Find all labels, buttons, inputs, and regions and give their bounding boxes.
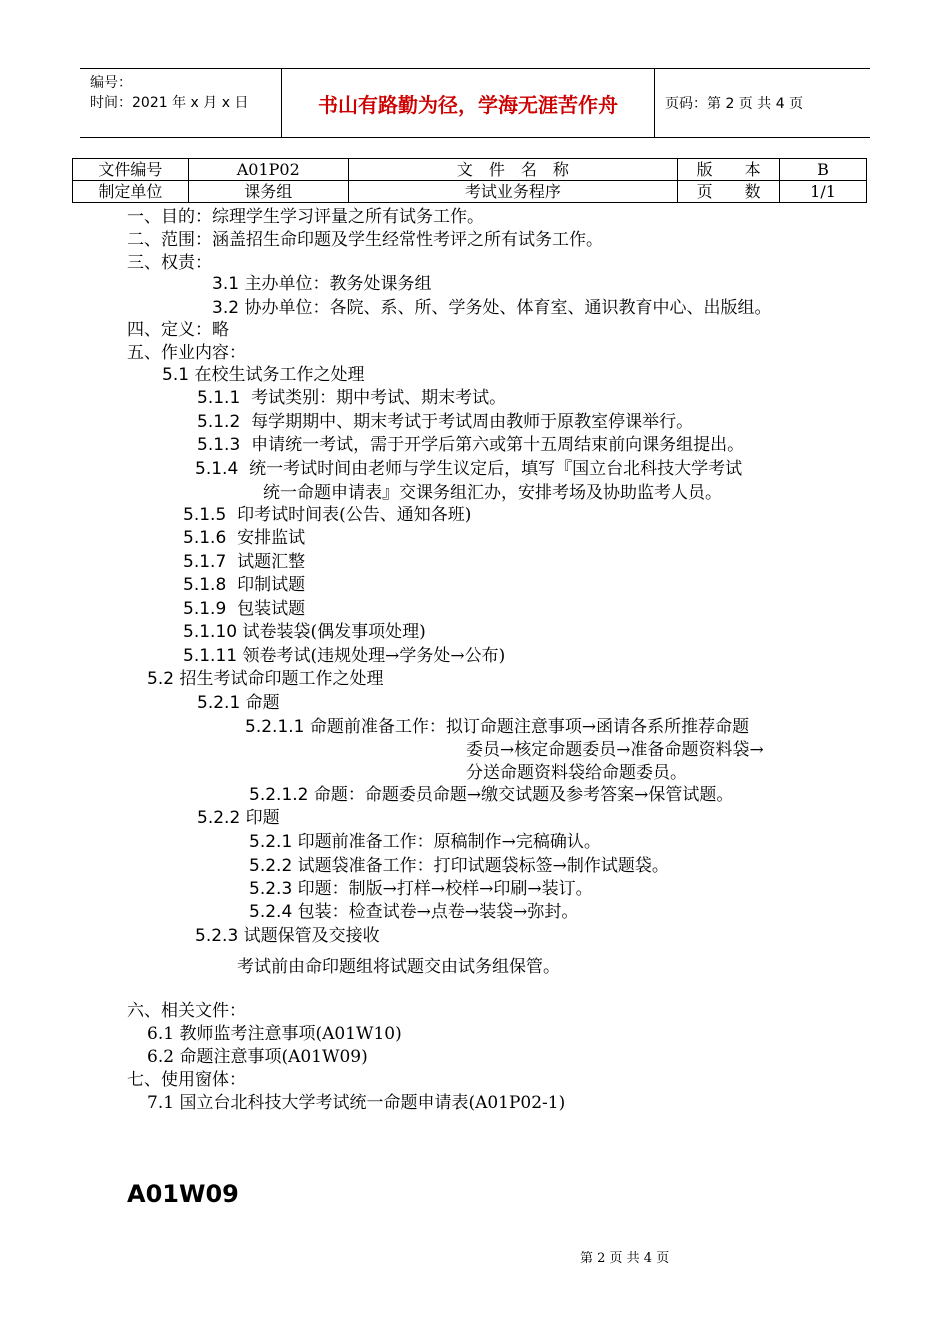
list-item: 5.1.11 领卷考试(违规处理→学务处→公布)	[183, 646, 506, 666]
list-item: 5.1.6 安排监试	[183, 528, 306, 548]
table-cell: 制定单位	[73, 181, 189, 203]
table-cell: 文件编号	[73, 159, 189, 181]
table-cell: 考试业务程序	[348, 181, 678, 203]
section-definition: 四、定义：略	[127, 320, 229, 340]
list-item: 5.1.10 试卷装袋(偶发事项处理)	[183, 622, 426, 642]
table-cell: 页 数	[678, 181, 780, 203]
section-forms: 七、使用窗体：	[127, 1070, 246, 1090]
header-meta	[80, 69, 282, 137]
list-item: 5.2.3 印题：制版→打样→校样→印刷→装订。	[249, 879, 593, 899]
table-cell: A01P02	[188, 159, 348, 181]
section-operations: 五、作业内容：	[127, 343, 246, 363]
header-id: 编号：	[90, 75, 132, 91]
list-item-continuation: 统一命题申请表』交课务组汇办，安排考场及协助监考人员。	[263, 483, 722, 503]
list-item: 5.1.2 每学期期中、期末考试于考试周由教师于原教室停课举行。	[197, 412, 694, 432]
list-item: 5.2 招生考试命印题工作之处理	[147, 669, 384, 689]
table-cell: 课务组	[188, 181, 348, 203]
table-cell: 1/1	[780, 181, 867, 203]
page-footer: 第 2 页 共 4 页	[580, 1251, 670, 1266]
list-item: 5.1.8 印制试题	[183, 575, 306, 595]
list-item: 5.2.4 包装：检查试卷→点卷→装袋→弥封。	[249, 902, 579, 922]
paragraph: 考试前由命印题组将试题交由试务组保管。	[237, 957, 560, 977]
header-page-info: 页码：第 2 页 共 4 页	[665, 96, 804, 112]
document-info-table	[72, 158, 867, 203]
list-item: 5.1.9 包装试题	[183, 599, 306, 619]
list-item: 5.1.5 印考试时间表(公告、通知各班)	[183, 505, 472, 525]
list-item: 5.1.4 统一考试时间由老师与学生议定后，填写『国立台北科技大学考试	[195, 459, 743, 479]
list-item: 7.1 国立台北科技大学考试统一命题申请表(A01P02-1)	[147, 1093, 566, 1113]
table-cell: B	[780, 159, 867, 181]
list-item: 5.2.1 命题	[197, 693, 280, 713]
section-scope: 二、范围：涵盖招生命印题及学生经常性考评之所有试务工作。	[127, 230, 603, 250]
list-item: 5.2.1.1 命题前准备工作：拟订命题注意事项→函请各系所推荐命题	[245, 717, 750, 737]
list-item-continuation: 委员→核定命题委员→准备命题资料袋→	[466, 740, 764, 760]
list-item: 5.1.3 申请统一考试，需于开学后第六或第十五周结束前向课务组提出。	[197, 435, 745, 455]
list-item: 5.1 在校生试务工作之处理	[162, 365, 365, 385]
table-cell: 文 件 名 称	[348, 159, 678, 181]
document-code-title: A01W09	[127, 1180, 239, 1208]
table-row	[73, 159, 867, 181]
list-item-continuation: 分送命题资料袋给命题委员。	[466, 763, 687, 783]
section-authority: 三、权责：	[127, 253, 212, 273]
list-item: 5.2.2 印题	[197, 808, 280, 828]
section-purpose: 一、目的：综理学生学习评量之所有试务工作。	[127, 207, 484, 227]
table-cell: 版 本	[678, 159, 780, 181]
list-item: 5.1.1 考试类别：期中考试、期末考试。	[197, 388, 507, 408]
section-related-docs: 六、相关文件：	[127, 1001, 246, 1021]
list-item: 5.2.1.2 命题：命题委员命题→缴交试题及参考答案→保管试题。	[249, 785, 734, 805]
page-header	[80, 68, 870, 138]
list-item: 5.2.2 试题袋准备工作：打印试题袋标签→制作试题袋。	[249, 856, 669, 876]
header-time: 时间：2021 年 x 月 x 日	[90, 95, 249, 111]
list-item: 3.1 主办单位：教务处课务组	[212, 274, 432, 294]
list-item: 5.2.1 印题前准备工作：原稿制作→完稿确认。	[249, 832, 601, 852]
header-motto: 书山有路勤为径，学海无涯苦作舟	[282, 69, 655, 137]
list-item: 3.2 协办单位：各院、系、所、学务处、体育室、通识教育中心、出版组。	[212, 298, 772, 318]
list-item: 5.2.3 试题保管及交接收	[195, 926, 380, 946]
list-item: 6.2 命题注意事项(A01W09)	[147, 1047, 368, 1067]
table-row	[73, 181, 867, 203]
list-item: 6.1 教师监考注意事项(A01W10)	[147, 1024, 402, 1044]
list-item: 5.1.7 试题汇整	[183, 552, 306, 572]
